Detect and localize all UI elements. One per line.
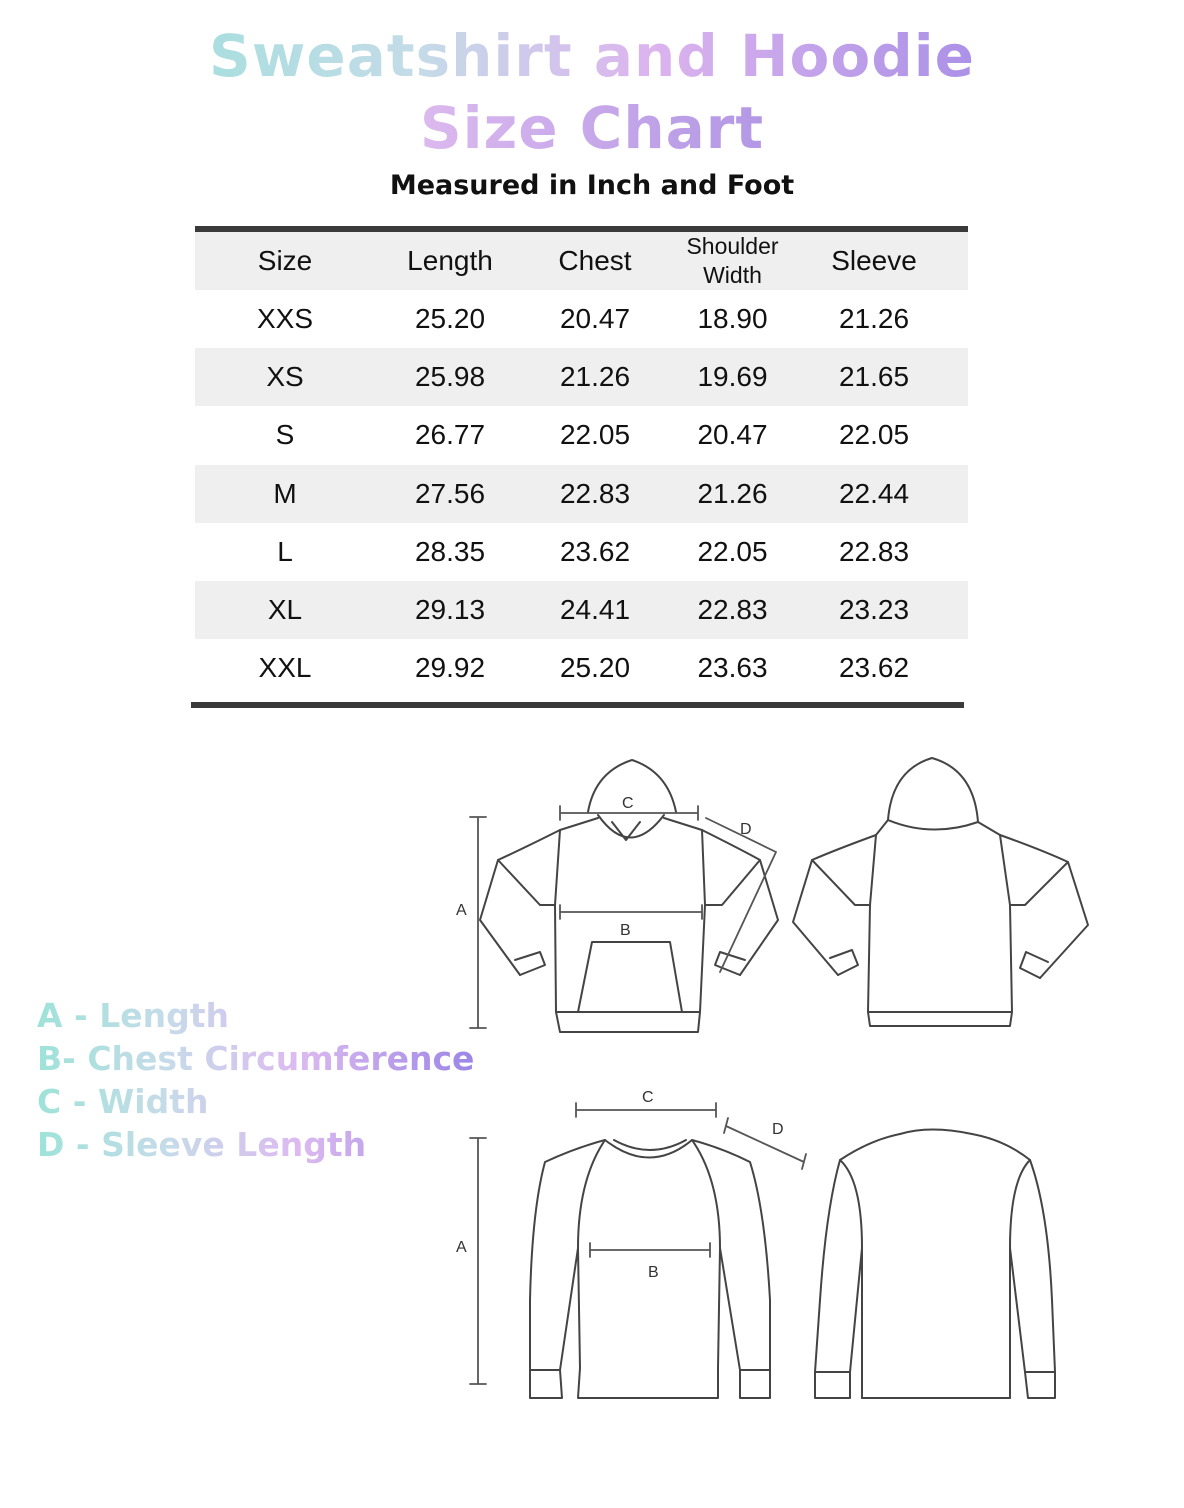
cell-length: 26.77 (414, 419, 486, 451)
cell-chest: 23.62 (559, 535, 631, 567)
cell-sleeve: 22.05 (838, 419, 910, 451)
cell-length: 29.92 (414, 652, 486, 684)
header-shoulder-line2: Width (703, 262, 762, 288)
cell-shoulder: 22.05 (697, 535, 768, 567)
cell-chest: 20.47 (559, 303, 631, 335)
hoodie-label-a: A (456, 902, 467, 919)
hoodie-label-c: C (622, 795, 634, 812)
legend-length: A - Length (37, 994, 474, 1037)
cell-length: 29.13 (414, 594, 486, 626)
cell-shoulder: 19.69 (697, 361, 768, 393)
cell-size: XL (267, 594, 303, 626)
cell-sleeve: 23.23 (838, 594, 910, 626)
cell-chest: 24.41 (559, 594, 631, 626)
cell-length: 27.56 (414, 477, 486, 509)
header-sleeve: Sleeve (831, 245, 917, 276)
cell-chest: 22.05 (559, 419, 631, 451)
cell-sleeve: 21.65 (838, 361, 910, 393)
sweatshirt-label-d: D (772, 1121, 784, 1138)
hoodie-label-d: D (740, 821, 752, 838)
header-shoulder-line1: Shoulder (686, 233, 779, 259)
cell-length: 25.98 (414, 361, 486, 393)
cell-chest: 21.26 (559, 361, 631, 393)
sweatshirt-label-c: C (642, 1089, 654, 1106)
cell-shoulder: 22.83 (697, 594, 768, 626)
page-title-line2: Size Chart (0, 96, 1184, 160)
cell-chest: 25.20 (559, 652, 631, 684)
header-length: Length (407, 245, 493, 276)
cell-sleeve: 22.44 (838, 477, 910, 509)
cell-shoulder: 20.47 (697, 419, 768, 451)
cell-shoulder: 21.26 (697, 477, 768, 509)
sweatshirt-label-b: B (648, 1264, 659, 1281)
cell-size: L (277, 535, 293, 567)
sweatshirt-back-icon (815, 1130, 1055, 1399)
cell-shoulder: 18.90 (697, 303, 768, 335)
legend-width: C - Width (37, 1080, 474, 1123)
cell-shoulder: 23.63 (697, 652, 768, 684)
cell-length: 28.35 (414, 535, 486, 567)
cell-length: 25.20 (414, 303, 486, 335)
header-size: Size (257, 245, 313, 276)
cell-size: XXS (256, 303, 314, 335)
cell-size: M (273, 477, 297, 509)
cell-sleeve: 21.26 (838, 303, 910, 335)
measure-lines (470, 806, 806, 1384)
page-title-line1: Sweatshirt and Hoodie (0, 24, 1184, 88)
hoodie-label-b: B (620, 922, 631, 939)
sweatshirt-label-a: A (456, 1239, 467, 1256)
legend-sleeve: D - Sleeve Length (37, 1123, 474, 1166)
cell-size: S (275, 419, 295, 451)
cell-size: XS (266, 361, 304, 393)
hoodie-back-icon (793, 758, 1088, 1026)
legend-chest: B- Chest Circumference (37, 1039, 475, 1078)
page-subtitle: Measured in Inch and Foot (389, 170, 795, 201)
cell-sleeve: 23.62 (838, 652, 910, 684)
cell-sleeve: 22.83 (838, 535, 910, 567)
cell-chest: 22.83 (559, 477, 631, 509)
cell-size: XXL (258, 652, 312, 684)
header-chest: Chest (558, 245, 632, 276)
